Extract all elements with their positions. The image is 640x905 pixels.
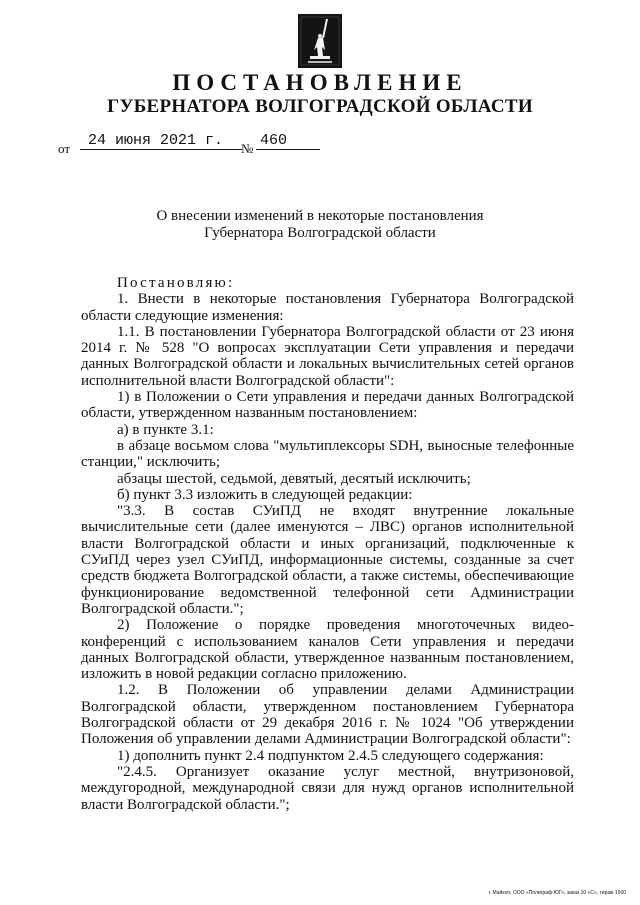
coat-of-arms-emblem	[298, 14, 342, 68]
body-paragraph: "3.3. В состав СУиПД не входят внутренние локальные вычислительные сети (далее именуются – ЛВС) органов исполнительной власти Волгоградской области и иных организаций, подключенные к СУиПД через узел СУиПД, информационные системы, созданные за счет средств бюджета Волгоградской области, а также системы, обеспечивающие функционирование ведомственной телефонной сети Администрации Волгоградской области.";	[81, 503, 574, 617]
document-number: 460	[256, 132, 320, 150]
body-paragraph: 1.2. В Положении об управлении делами Администрации Волгоградской области, утвержденном постановлением Губернатора Волгоградской области от 29 декабря 2016 г. № 1024 "Об утверждении Положения об управлении делами Администрации Волгоградской области":	[81, 682, 574, 748]
date-number-line	[58, 132, 358, 154]
from-label: от	[58, 141, 71, 156]
document-issuer: ГУБЕРНАТОРА ВОЛГОГРАДСКОЙ ОБЛАСТИ	[107, 96, 533, 117]
body-paragraph: б) пункт 3.3 изложить в следующей редакции:	[117, 486, 413, 503]
body-paragraph: 1) дополнить пункт 2.4 подпунктом 2.4.5 следующего содержания:	[117, 747, 544, 764]
document-title: ПОСТАНОВЛЕНИЕ	[172, 70, 468, 95]
document-date: 24 июня 2021 г.	[80, 132, 242, 150]
body-paragraph: "2.4.5. Организует оказание услуг местной, внутризоновой, междугородной, международной связи для нужд органов исполнительной власти Волгоградской области.";	[81, 763, 574, 813]
body-paragraph: в абзаце восьмом слова "мультиплексоры SDH, выносные телефонные станции," исключить;	[81, 437, 574, 471]
body-paragraph: 2) Положение о порядке проведения многоточечных видео-конференций с использованием каналов Сети управления и передачи данных Волгоградской области, утвержденное названным постановлением, изложить в новой редакции согласно приложению.	[81, 617, 574, 683]
body-paragraph: 1) в Положении о Сети управления и передачи данных Волгоградской области, утвержденном названным постановлением:	[81, 389, 574, 422]
printing-imprint: г. Майкоп, ООО «Полиграф-ЮГ», заказ 10 «С», тираж 1500	[488, 890, 626, 896]
document-subject	[100, 208, 540, 242]
document-body	[81, 275, 574, 813]
number-label: №	[241, 141, 254, 156]
body-paragraph: а) в пункте 3.1:	[117, 421, 214, 438]
subject-line: Губернатора Волгоградской области	[204, 225, 436, 241]
body-paragraph: 1. Внести в некоторые постановления Губернатора Волгоградской области следующие изменения:	[81, 291, 574, 324]
decree-preamble: Постановляю:	[117, 275, 235, 291]
body-paragraph: 1.1. В постановлении Губернатора Волгоградской области от 23 июня 2014 г. № 528 "О вопросах эксплуатации Сети управления и передачи данных Волгоградской области и локальных вычислительных сетей органов исполнительной власти Волгоградской области":	[81, 323, 574, 389]
motherland-statue-icon	[298, 14, 342, 68]
subject-line: О внесении изменений в некоторые постановления	[156, 208, 484, 224]
body-paragraph: абзацы шестой, седьмой, девятый, десятый исключить;	[117, 470, 471, 487]
